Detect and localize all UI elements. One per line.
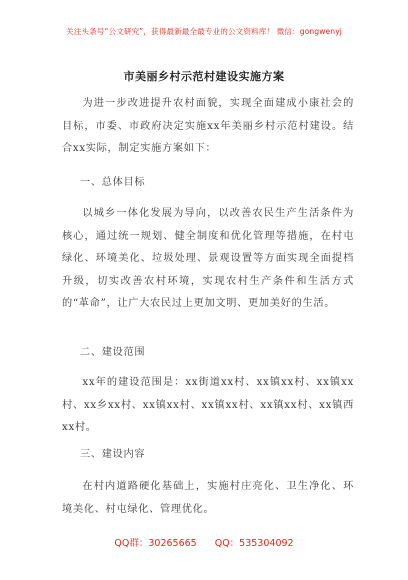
section-heading-scope: 二、建设范围 (80, 347, 146, 358)
section-body-scope: xx年的建设范围是：xx街道xx村、xx镇xx村、xx镇xx村、xx乡xx村、xx镇xx村、xx镇xx村、xx镇xx村、xx镇西xx村。 (62, 377, 354, 433)
document-title: 市美丽乡村示范村建设实施方案 (123, 70, 285, 83)
footer-qq-group: QQ群：30265665 (114, 538, 197, 549)
footer-contact (0, 535, 408, 549)
section-body-content: 在村内道路硬化基础上，实施村庄亮化、卫生净化、环境美化、村屯绿化、管理优化。 (62, 481, 354, 515)
intro-paragraph: 为进一步改进提升农村面貌，实现全面建成小康社会的目标，市委、市政府决定实施xx年美丽乡村示范村建设。结合xx实际，制定实施方案如下： (62, 98, 354, 154)
section-heading-goals: 一、总体目标 (80, 177, 146, 188)
section-heading-content: 三、建设内容 (80, 449, 146, 460)
footer-qq-number: QQ：535304092 (214, 538, 294, 549)
header-notice: 关注头条号“公文研究”，获得最新最全最专业的公文资料库！ 微信：gongwenyj (66, 27, 342, 36)
section-body-goals: 以城乡一体化发展为导向，以改善农民生产生活条件为核心，通过统一规划、健全制度和优化管理等措施，在村屯绿化、环境美化、垃圾处理、景观设置等方面实现全面提档升级，切实改善农村环境，实现农村生产条件和生活方式的“革命”，让广大农民过上更加文明、更加美好的生活。 (62, 208, 354, 309)
